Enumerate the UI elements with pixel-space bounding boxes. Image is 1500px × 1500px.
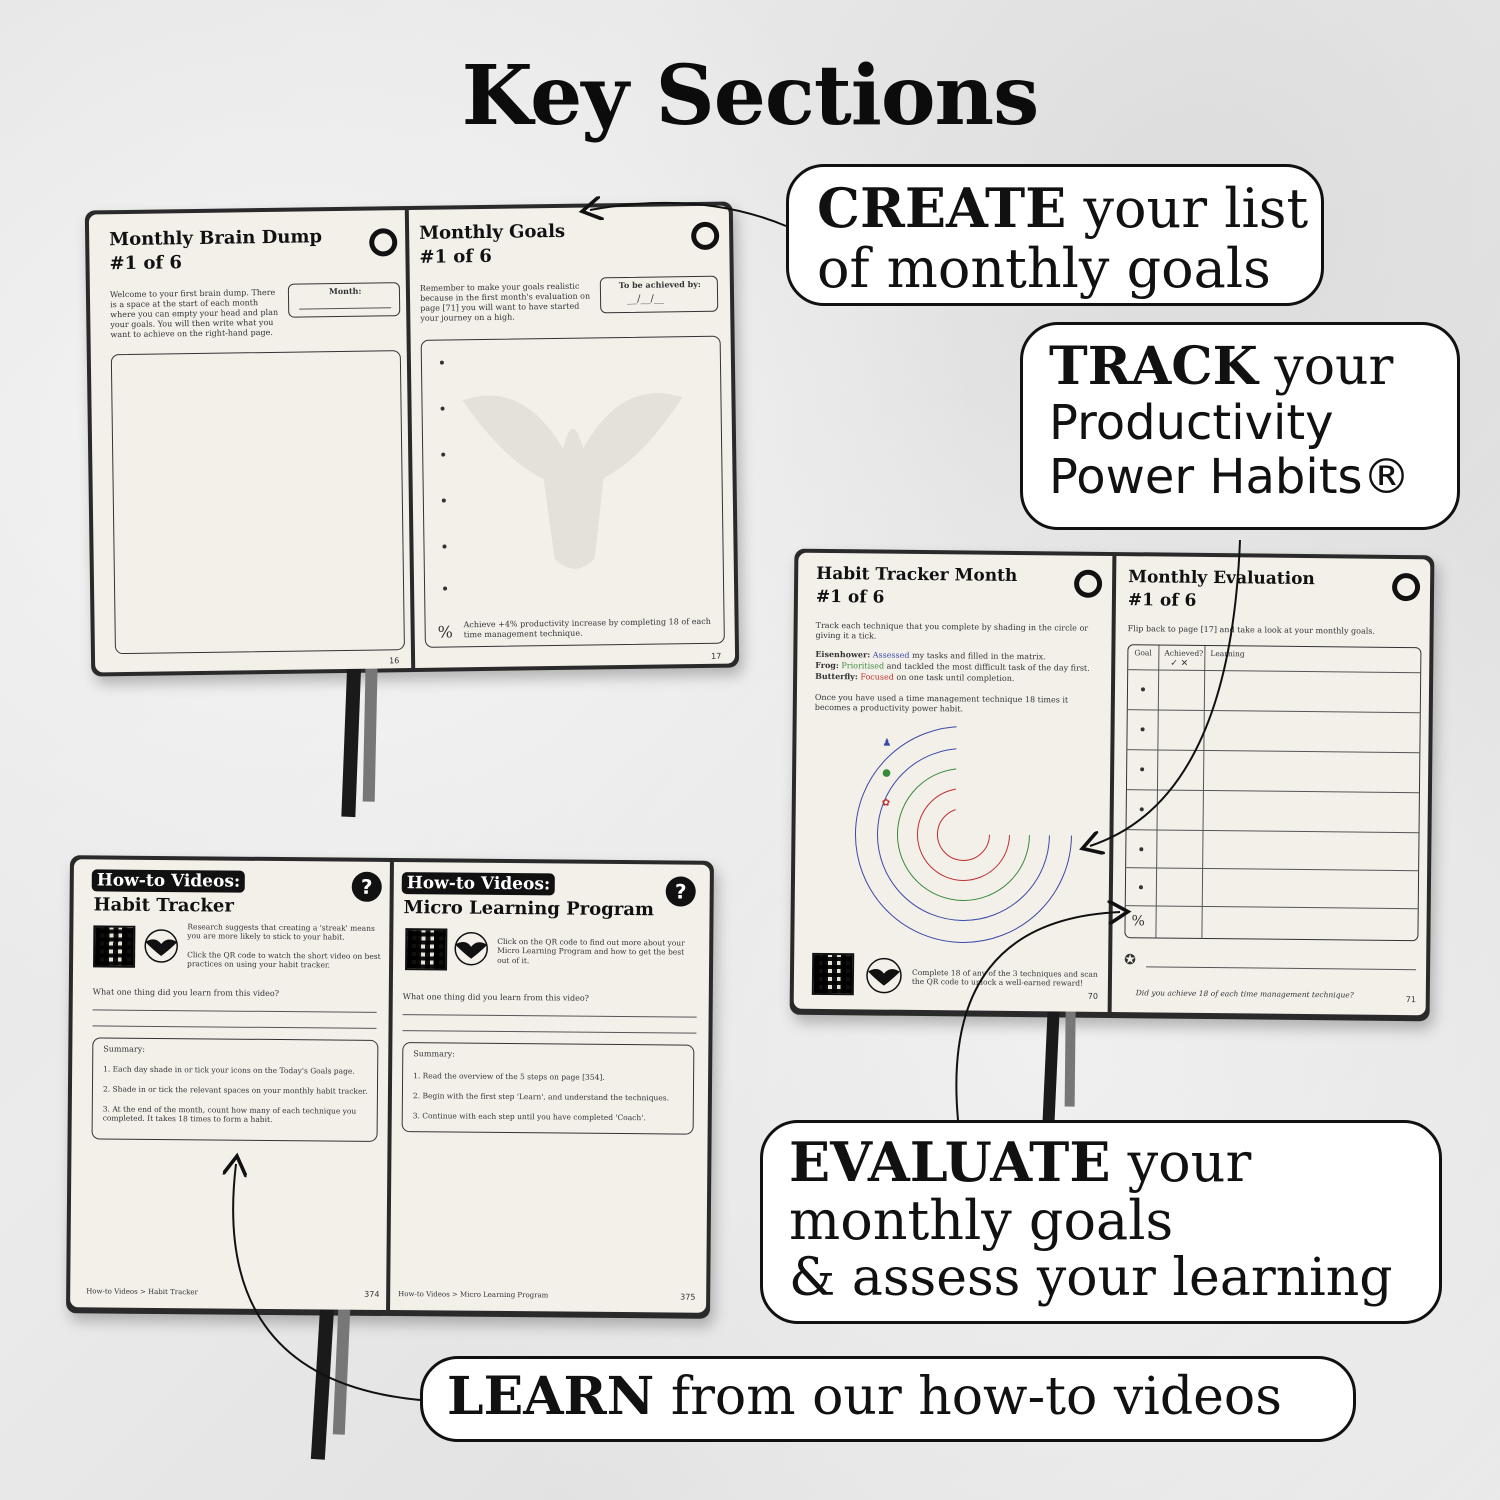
monthly-evaluation-page bbox=[1112, 556, 1431, 1015]
award-icon: ✪ bbox=[1124, 952, 1136, 969]
evaluation-table[interactable]: Goal Achieved? Learning ✓ ✕ % bbox=[1124, 644, 1421, 941]
goal-bullet bbox=[443, 587, 447, 591]
qr-code-icon[interactable] bbox=[405, 928, 447, 970]
planner-book-goals bbox=[85, 201, 739, 676]
goals-list-area[interactable] bbox=[421, 336, 725, 648]
intro-text: Research suggests that creating a 'streak' means you are more likely to stick to your habit. bbox=[187, 922, 375, 942]
page-title: Key Sections bbox=[461, 48, 1039, 144]
page-heading: Micro Learning Program bbox=[403, 897, 655, 921]
help-icon[interactable]: ? bbox=[352, 872, 382, 902]
how-to-micro-learning-page bbox=[390, 862, 710, 1313]
callout-track: TRACK your Productivity Power Habits® bbox=[1020, 322, 1460, 530]
section-tag: How-to Videos: bbox=[402, 872, 556, 895]
page-heading: Habit Tracker Month #1 of 6 bbox=[815, 563, 1018, 608]
page-number: 71 bbox=[1405, 995, 1417, 1005]
habit-tracker-wheel[interactable] bbox=[844, 715, 1086, 948]
page-heading: Monthly Brain Dump #1 of 6 bbox=[109, 226, 323, 275]
brain-dump-page bbox=[89, 210, 411, 672]
intro-text: Click on the QR code to find out more about your Micro Learning Program and how to get the best out of it. bbox=[497, 936, 685, 965]
bookmark-ribbon bbox=[1043, 1011, 1060, 1121]
brand-logo-icon bbox=[369, 228, 397, 256]
page-heading: Monthly Evaluation #1 of 6 bbox=[1127, 567, 1315, 611]
intro-text: Remember to make your goals realistic because in the first month's evaluation on page [71] you will want to have started your journey on a high. bbox=[419, 281, 591, 323]
callout-create: CREATE your list of monthly goals bbox=[786, 164, 1324, 306]
percent-icon: % bbox=[437, 622, 454, 642]
eagle-icon bbox=[862, 957, 906, 993]
evaluation-footer-text: Did you achieve 18 of each time management technique? bbox=[1135, 988, 1354, 1000]
power-habit-text: Once you have used a time management technique 18 times it becomes a productivity power habit. bbox=[814, 692, 1069, 714]
intro-text: Flip back to page [17] and take a look at your monthly goals. bbox=[1127, 624, 1376, 636]
eagle-watermark-icon bbox=[422, 337, 726, 649]
technique-legend: Eisenhower: Assessed my tasks and filled in the matrix. Frog: Prioritised and tackled the most difficult task of the day first. Butterfly: Focused on one task until completion. bbox=[815, 648, 1090, 683]
page-number: 16 bbox=[389, 656, 400, 666]
bookmark-ribbon bbox=[363, 667, 378, 802]
eagle-icon bbox=[451, 931, 491, 967]
how-to-habit-tracker-page bbox=[70, 859, 390, 1310]
month-field[interactable]: Month: bbox=[288, 282, 400, 318]
habit-tracker-page bbox=[794, 553, 1113, 1012]
qr-code-icon[interactable] bbox=[93, 925, 135, 967]
intro-text: Track each technique that you complete by shading in the circle or giving it a tick. bbox=[815, 620, 1089, 641]
qr-code-icon[interactable] bbox=[812, 953, 854, 995]
planner-book-videos bbox=[66, 855, 714, 1319]
goal-bullet bbox=[442, 545, 446, 549]
page-number: 70 bbox=[1087, 991, 1099, 1001]
frog-icon: ● bbox=[882, 767, 891, 779]
goal-bullet bbox=[441, 453, 445, 457]
percent-icon: % bbox=[1131, 913, 1145, 930]
brain-dump-area[interactable] bbox=[111, 350, 405, 654]
monthly-goals-page bbox=[409, 206, 735, 668]
bookmark-ribbon bbox=[1065, 1012, 1076, 1107]
callout-learn: LEARN from our how-to videos bbox=[420, 1356, 1356, 1442]
brand-logo-icon bbox=[1074, 570, 1102, 598]
bookmark-ribbon bbox=[341, 667, 361, 817]
brand-logo-icon bbox=[1392, 573, 1420, 601]
callout-evaluate: EVALUATE your monthly goals & assess your learning bbox=[760, 1120, 1442, 1324]
summary-box: Summary: 1. Each day shade in or tick your icons on the Today's Goals page. 2. Shade in or tick the relevant spaces on your monthly habit tracker. 3. At the end of the month, count how many of each technique you completed. It takes 18 times to form a habit. bbox=[92, 1037, 379, 1141]
page-heading: Monthly Goals #1 of 6 bbox=[418, 220, 566, 269]
brand-logo-icon bbox=[691, 222, 719, 250]
eagle-icon bbox=[141, 928, 181, 964]
achieve-by-field[interactable]: To be achieved by: __/__/__ bbox=[600, 276, 718, 314]
breadcrumb[interactable]: How-to Videos > Micro Learning Program bbox=[398, 1290, 549, 1300]
section-tag: How-to Videos: bbox=[92, 869, 246, 892]
intro-text: Welcome to your first brain dump. There is a space at the start of each month where you can empty your head and plan your goals. You will then write what you want to achieve on the right-hand page. bbox=[109, 287, 279, 340]
page-number: 375 bbox=[680, 1292, 696, 1302]
bookmark-ribbon bbox=[333, 1309, 350, 1434]
question-text: What one thing did you learn from this video? bbox=[92, 987, 280, 999]
bookmark-ribbon bbox=[311, 1309, 334, 1460]
page-heading: Habit Tracker bbox=[93, 894, 234, 917]
reward-text: Complete 18 of any of the 3 techniques and scan the QR code to unlock a well-earned reward! bbox=[911, 967, 1098, 989]
butterfly-icon: ✿ bbox=[881, 797, 891, 809]
goals-footer-text: Achieve +4% productivity increase by completing 18 of each time management technique. bbox=[463, 616, 711, 640]
goal-bullet bbox=[440, 361, 444, 365]
goal-bullet bbox=[441, 407, 445, 411]
page-number: 17 bbox=[711, 651, 722, 661]
intro-text-2: Click the QR code to watch the short video on best practices on using your habit tracker. bbox=[187, 950, 381, 970]
breadcrumb[interactable]: How-to Videos > Habit Tracker bbox=[86, 1287, 198, 1297]
planner-book-tracker bbox=[790, 549, 1435, 1022]
summary-box: Summary: 1. Read the overview of the 5 steps on page [354]. 2. Begin with the first step 'Learn', and understand the techniques. 3. Continue with each step until you have completed 'Coach'. bbox=[402, 1042, 695, 1135]
goal-bullet bbox=[442, 499, 446, 503]
help-icon[interactable]: ? bbox=[666, 876, 696, 906]
question-text: What one thing did you learn from this video? bbox=[402, 992, 590, 1003]
eisenhower-icon: ♟ bbox=[882, 737, 892, 749]
page-number: 374 bbox=[364, 1289, 380, 1299]
